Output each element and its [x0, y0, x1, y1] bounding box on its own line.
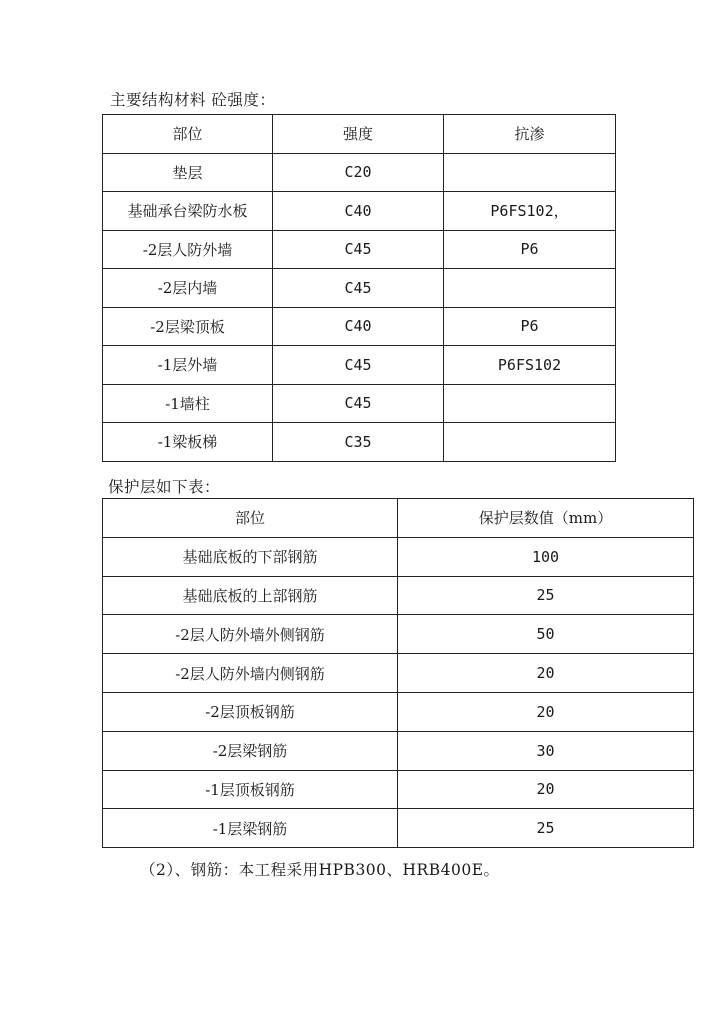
- cell-impermeability: P6: [444, 230, 616, 269]
- concrete-strength-table: [102, 114, 616, 462]
- table-row: [103, 384, 616, 423]
- cell-impermeability: [444, 423, 616, 462]
- cell-part: -1梁板梯: [103, 423, 273, 462]
- cell-cover-value: 20: [398, 692, 694, 731]
- cell-impermeability: P6: [444, 307, 616, 346]
- cell-part: -1层顶板钢筋: [103, 770, 398, 809]
- cell-impermeability: P6FS102: [444, 346, 616, 385]
- cell-part: -2层梁钢筋: [103, 731, 398, 770]
- cell-cover-value: 20: [398, 770, 694, 809]
- cell-cover-value: 30: [398, 731, 694, 770]
- cell-strength: C20: [273, 153, 444, 192]
- cell-cover-value: 25: [398, 576, 694, 615]
- cell-part: 基础承台梁防水板: [103, 192, 273, 231]
- cell-part: -2层人防外墙内侧钢筋: [103, 654, 398, 693]
- table-header-row: [103, 499, 694, 538]
- cell-strength: C45: [273, 269, 444, 308]
- cell-part: -1层梁钢筋: [103, 809, 398, 848]
- cell-strength: C45: [273, 230, 444, 269]
- table-row: [103, 346, 616, 385]
- cell-impermeability: [444, 384, 616, 423]
- table-row: [103, 153, 616, 192]
- cell-impermeability: P6FS102，: [444, 192, 616, 231]
- cover-heading: 保护层如下表：: [108, 478, 221, 496]
- header-cell-part: 部位: [103, 499, 398, 538]
- table-row: [103, 615, 694, 654]
- table-row: [103, 770, 694, 809]
- cell-strength: C45: [273, 346, 444, 385]
- cell-cover-value: 100: [398, 537, 694, 576]
- rebar-note: （2）、钢筋：本工程采用HPB300、HRB400E。: [140, 861, 500, 879]
- cell-strength: C40: [273, 192, 444, 231]
- cell-strength: C40: [273, 307, 444, 346]
- header-cell-impermeability: 抗渗: [444, 115, 616, 154]
- table-row: [103, 230, 616, 269]
- cell-part: -2层人防外墙外侧钢筋: [103, 615, 398, 654]
- cell-part: -2层人防外墙: [103, 230, 273, 269]
- cell-cover-value: 25: [398, 809, 694, 848]
- concrete-cover-table: [102, 498, 694, 848]
- table-row: [103, 576, 694, 615]
- table-row: [103, 809, 694, 848]
- table-row: [103, 423, 616, 462]
- cell-strength: C45: [273, 384, 444, 423]
- table-row: [103, 692, 694, 731]
- cell-cover-value: 50: [398, 615, 694, 654]
- cell-impermeability: [444, 153, 616, 192]
- cell-part: -2层顶板钢筋: [103, 692, 398, 731]
- table-row: [103, 307, 616, 346]
- cell-part: 垫层: [103, 153, 273, 192]
- table-row: [103, 269, 616, 308]
- materials-heading: 主要结构材料 砼强度：: [110, 91, 276, 109]
- header-cell-cover-value: 保护层数值（mm）: [398, 499, 694, 538]
- cell-part: 基础底板的上部钢筋: [103, 576, 398, 615]
- table-row: [103, 731, 694, 770]
- cell-part: -2层内墙: [103, 269, 273, 308]
- cell-part: -2层梁顶板: [103, 307, 273, 346]
- cell-part: 基础底板的下部钢筋: [103, 537, 398, 576]
- table-row: [103, 192, 616, 231]
- cell-part: -1墙柱: [103, 384, 273, 423]
- table-row: [103, 537, 694, 576]
- cell-part: -1层外墙: [103, 346, 273, 385]
- header-cell-strength: 强度: [273, 115, 444, 154]
- header-cell-part: 部位: [103, 115, 273, 154]
- table-header-row: [103, 115, 616, 154]
- cell-impermeability: [444, 269, 616, 308]
- cell-cover-value: 20: [398, 654, 694, 693]
- cell-strength: C35: [273, 423, 444, 462]
- table-row: [103, 654, 694, 693]
